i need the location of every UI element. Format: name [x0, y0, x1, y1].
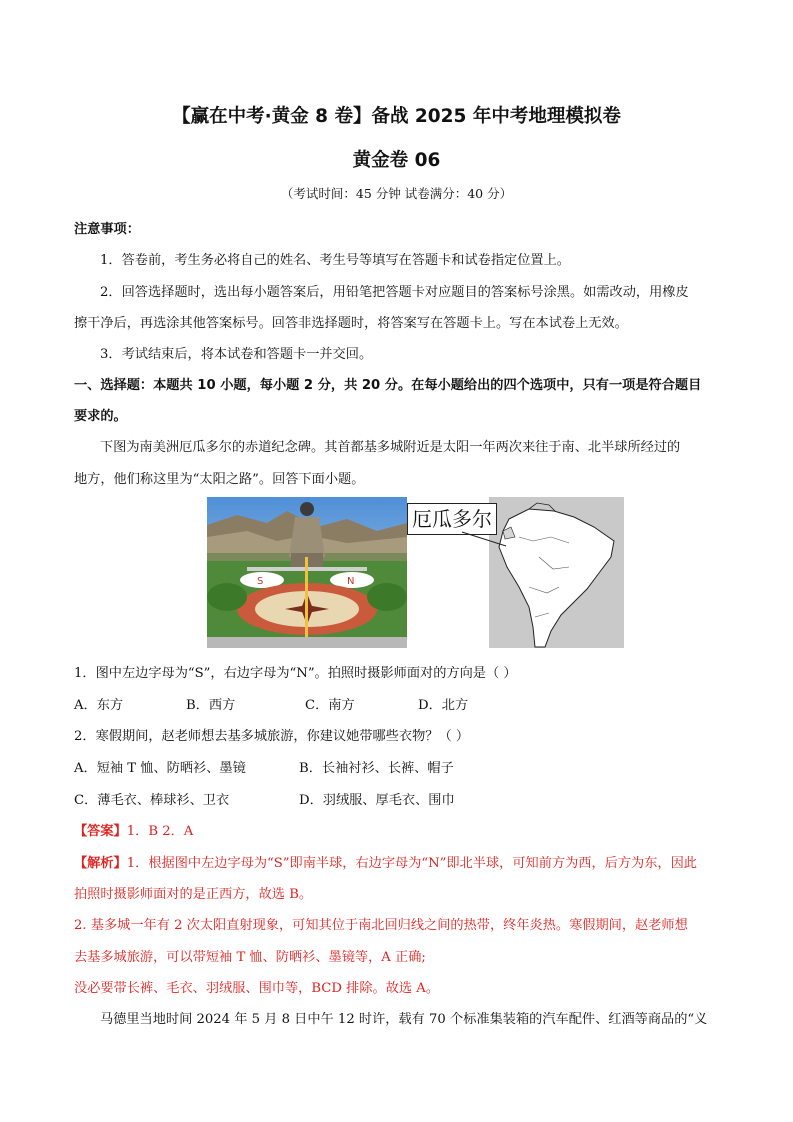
question-1-stem: 1．图中左边字母为“S”，右边字母为“N”。拍照时摄影师面对的方向是（ ） [74, 666, 517, 681]
question-2-stem: 2．寒假期间，赵老师想去基多城旅游，你建议她带哪些衣物？（ ） [74, 729, 470, 744]
answer-label: 【答案】 [74, 824, 127, 839]
callout-pointer [460, 530, 510, 550]
south-america-map [489, 497, 624, 648]
analysis-text-2: 拍照时摄影师面对的是正西方，故选 B。 [74, 887, 313, 902]
q2-option-d: D．羽绒服、厚毛衣、围巾 [299, 793, 455, 808]
analysis-text-1: 1．根据图中左边字母为“S”即南半球，右边字母为“N”即北半球，可知前方为西，后方为东，因此 [126, 856, 697, 871]
notice-heading: 注意事项： [74, 222, 140, 237]
q2-option-c: C．薄毛衣、棒球衫、卫衣 [74, 793, 230, 808]
exam-title: 【赢在中考·黄金 8 卷】备战 2025 年中考地理模拟卷 [172, 106, 621, 127]
q1-option-d: D．北方 [418, 698, 469, 713]
q1-option-c: C．南方 [305, 698, 355, 713]
section-heading: 一、选择题：本题共 10 小题，每小题 2 分，共 20 分。在每小题给出的四个选项中，只有一项是符合题目 [74, 378, 702, 393]
answer-text: 1．B 2．A [126, 824, 194, 839]
notice-item-2-cont: 擦干净后，再选涂其他答案标号。回答非选择题时，将答案写在答题卡上。写在本试卷上无效。 [74, 316, 628, 331]
notice-item-3: 3．考试结束后，将本试卷和答题卡一并交回。 [100, 347, 373, 362]
analysis-label: 【解析】 [74, 856, 127, 871]
q2-option-a: A．短袖 T 恤、防晒衫、墨镜 [74, 761, 246, 776]
answer-line [74, 820, 193, 839]
section-heading-cont: 要求的。 [74, 409, 127, 424]
passage-text-cont: 地方，他们称这里为“太阳之路”。回答下面小题。 [74, 472, 365, 487]
map-callout-ecuador: 厄瓜多尔 [407, 503, 497, 535]
q2-option-b: B．长袖衬衫、长裤、帽子 [299, 761, 454, 776]
analysis-text-4: 去基多城旅游，可以带短袖 T 恤、防晒衫、墨镜等，A 正确; [74, 950, 426, 965]
equator-monument-photo [207, 497, 407, 648]
exam-info: （考试时间：45 分钟 试卷满分：40 分） [280, 186, 513, 201]
passage-text: 下图为南美洲厄瓜多尔的赤道纪念碑。其首都基多城附近是太阳一年两次来往于南、北半球所经过的 [100, 440, 681, 455]
notice-item-1: 1．答卷前，考生务必将自己的姓名、考生号等填写在答题卡和试卷指定位置上。 [100, 253, 570, 268]
analysis-text-5: 没必要带长裤、毛衣、羽绒服、围巾等，BCD 排除。故选 A。 [74, 981, 440, 996]
q1-option-b: B．西方 [186, 698, 236, 713]
exam-subtitle: 黄金卷 06 [352, 150, 441, 171]
analysis-text-3: 2. 基多城一年有 2 次太阳直射现象，可知其位于南北回归线之间的热带，终年炎热。寒假期间，赵老师想 [74, 918, 688, 933]
svg-text:N: N [347, 576, 355, 587]
q1-option-a: A．东方 [74, 698, 124, 713]
notice-item-2: 2．回答选择题时，选出每小题答案后，用铅笔把答题卡对应题目的答案标号涂黑。如需改动，用橡皮 [100, 285, 689, 300]
analysis-line-1 [74, 852, 697, 871]
svg-text:S: S [257, 576, 264, 587]
passage-2-text: 马德里当地时间 2024 年 5 月 8 日中午 12 时许，载有 70 个标准集装箱的汽车配件、红酒等商品的“义 [100, 1012, 708, 1027]
